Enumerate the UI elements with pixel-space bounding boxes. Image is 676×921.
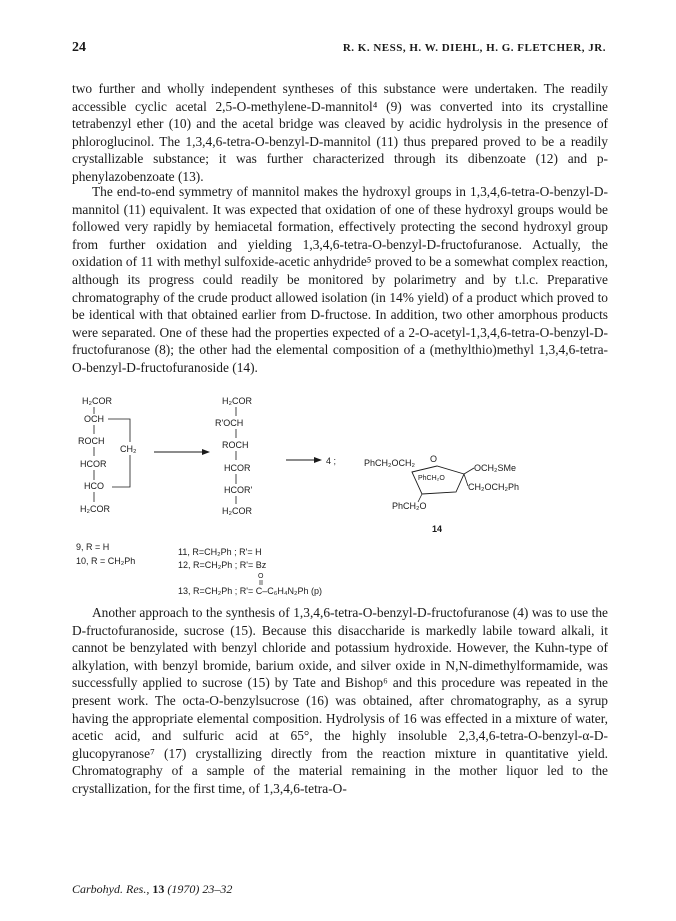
page-header — [72, 40, 606, 58]
ring-c3-substituent: PhCH₂O — [418, 475, 445, 482]
page-footer — [72, 882, 232, 897]
bond — [464, 468, 474, 474]
left-roch: ROCH — [78, 436, 105, 446]
running-head: R. K. NESS, H. W. DIEHL, H. G. FLETCHER, JR. — [342, 42, 606, 54]
paragraph-2-text: The end-to-end symmetry of mannitol makes the hydroxyl groups in 1,3,4,6-tetra-O-benzyl-D-mannitol (11) equivalent. It was expected that oxidation of one of these hydroxyl groups would be followed very rapidly by hemiacetal formation, effectively protecting the second hydroxyl group from further oxidation and yielding 1,3,4,6-tetra-O-benzyl-D-fructofuranose. Actually, the oxidation of 11 with methyl sulfoxide-acetic anhydride⁵ proved to be a somewhat complex reaction, although its progress could readily be monitored by polarimetry and by t.l.c. Preparative chromatography of the crude product allowed isolation (in 14% yield) of a product which proved to be identical with that obtained earlier from D-fructose. In addition, two other amorphous products were separated. One of these had the properties expected of a 2-O-acetyl-1,3,4,6-tetra-O-benzyl-D-fructofuranose (8); the other had the elemental composition of a (methylthio)methyl 1,3,4,6-tetra-O-benzyl-D-fructofuranoside (14). — [72, 184, 608, 375]
paragraph-1-text: two further and wholly independent syntheses of this substance were undertaken. The readily accessible cyclic acetal 2,5-O-methylene-D-mannitol⁴ (9) was converted into its crystalline tetrabenzyl ether (10) and the acetal bridge was cleaved by acidic hydrolysis in the presence of phloroglucinol. The 1,3,4,6-tetra-O-benzyl-D-mannitol (11) thus prepared proved to be a readily crystallizable substance; it was further characterized through its dibenzoate (12) and p-phenylazobenzoate (13). — [72, 81, 608, 184]
journal-name: Carbohyd. Res., — [72, 882, 150, 896]
left-hcor: HCOR — [80, 459, 107, 469]
ring-c1-substituent: CH₂OCH₂Ph — [468, 482, 519, 492]
ring-anomeric-substituent: OCH₂SMe — [474, 463, 516, 473]
reaction-scheme-figure — [72, 392, 608, 597]
left-h2cor-top: H₂COR — [82, 396, 112, 406]
mid-hcor-prime: HCOR' — [224, 485, 253, 495]
arrow-2-head — [314, 457, 322, 463]
bond — [464, 474, 468, 486]
legend-11: 11, R=CH₂Ph ; R'= H — [178, 547, 262, 557]
mid-h2cor-bottom: H₂COR — [222, 506, 252, 516]
left-ch2-bridge: CH₂ — [120, 444, 137, 454]
legend-12: 12, R=CH₂Ph ; R'= Bz — [178, 560, 267, 570]
bridge-line-top — [108, 419, 130, 442]
carbonyl-oxygen: O — [258, 573, 264, 580]
journal-year-pages: (1970) 23–32 — [167, 882, 233, 896]
paragraph-3-text: Another approach to the synthesis of 1,3,4,6-tetra-O-benzyl-D-fructofuranose (4) was to use the D-fructofuranoside, sucrose (15). Because this disaccharide is markedly labile toward alkali, it cannot be benzylated with benzyl chloride and potassium hydroxide. However, the Kuhn-type of alkylation, with benzyl bromide, barium oxide, and silver oxide in N,N-dimethylformamide, was successfully applied to sucrose (15) by Tate and Bishop⁶ and this procedure was repeated in the present work. The octa-O-benzylsucrose (16) was obtained, after chromatography, as a syrup having the appropriate elemental composition. Hydrolysis of 16 was effected in a mixture of water, acetic acid, and sulfuric acid at 65°, the highly insoluble 2,3,4,6-tetra-O-benzyl-α-D-glucopyranose⁷ (17) crystallizing directly from the reaction mixture in quantitative yield. Chromatography of a sample of the material remaining in the mother liquor led to the crystallization, for the first time, of 1,3,4,6-tetra-O- — [72, 605, 608, 796]
paragraph-1 — [72, 80, 608, 186]
paragraph-3 — [72, 604, 608, 798]
arrow-target-4: 4 ; — [326, 456, 337, 466]
left-hco: HCO — [84, 481, 104, 491]
left-och: OCH — [84, 414, 104, 424]
mid-hcor: HCOR — [224, 463, 251, 473]
journal-volume: 13 — [152, 882, 165, 896]
page-number: 24 — [72, 40, 86, 55]
ring-c4-substituent: PhCH₂O — [392, 501, 427, 511]
legend-9: 9, R = H — [76, 542, 110, 552]
legend-10: 10, R = CH₂Ph — [76, 556, 136, 566]
bridge-line-bottom — [112, 455, 130, 487]
ring-oxygen: O — [430, 454, 438, 464]
mid-h2cor-top: H₂COR — [222, 396, 252, 406]
mid-r-och: R'OCH — [215, 418, 244, 428]
paragraph-2 — [72, 183, 608, 377]
mid-roch: ROCH — [222, 440, 249, 450]
compound-14-label: 14 — [432, 524, 443, 534]
arrow-1-head — [202, 449, 210, 455]
ring-c6-substituent: PhCH₂OCH₂ — [364, 458, 415, 468]
left-h2cor-bottom: H₂COR — [80, 504, 110, 514]
reaction-scheme-svg — [72, 392, 608, 597]
legend-13: 13, R=CH₂Ph ; R'= C–C₆H₄N₂Ph (p) — [178, 586, 323, 596]
